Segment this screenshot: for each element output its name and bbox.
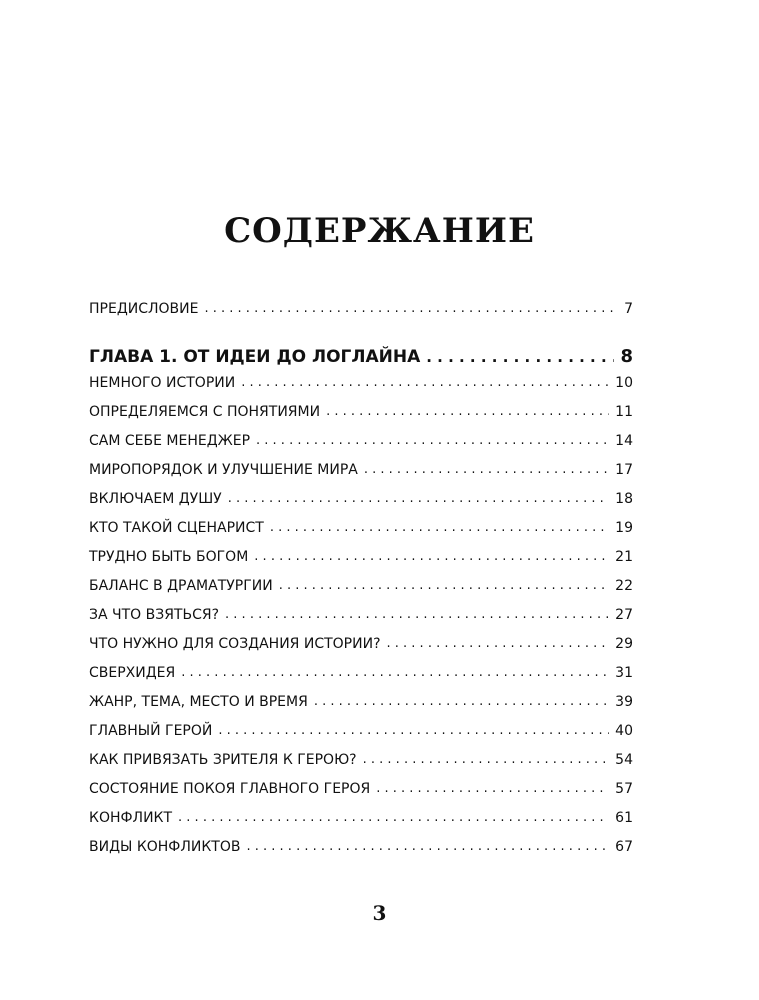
dot-leader bbox=[364, 461, 609, 479]
toc-entry-page: 40 bbox=[615, 723, 633, 739]
toc-entry bbox=[89, 832, 633, 856]
toc-chapter-page: 8 bbox=[620, 346, 633, 367]
toc-entry-page: 22 bbox=[615, 578, 633, 594]
toc-entry-page: 29 bbox=[615, 636, 633, 652]
toc-entry-label: ОПРЕДЕЛЯЕМСЯ С ПОНЯТИЯМИ bbox=[89, 404, 321, 420]
dot-leader bbox=[228, 490, 609, 508]
toc-entry-page: 18 bbox=[615, 491, 633, 507]
toc-entry-label: ВКЛЮЧАЕМ ДУШУ bbox=[89, 491, 222, 507]
toc-entry bbox=[89, 426, 633, 450]
toc-entry bbox=[89, 687, 633, 711]
toc-entry-label: СВЕРХИДЕЯ bbox=[89, 665, 176, 681]
toc-entry bbox=[89, 542, 633, 566]
toc-entry-label: ЗА ЧТО ВЗЯТЬСЯ? bbox=[89, 607, 220, 623]
toc-entry-page: 17 bbox=[615, 462, 633, 478]
toc-entry bbox=[89, 513, 633, 537]
toc-entry-label: ВИДЫ КОНФЛИКТОВ bbox=[89, 839, 241, 855]
dot-leader bbox=[204, 300, 618, 318]
toc-entry bbox=[89, 745, 633, 769]
toc-chapter-label: ГЛАВА 1. ОТ ИДЕИ ДО ЛОГЛАЙНА bbox=[89, 347, 421, 367]
dot-leader bbox=[376, 780, 609, 798]
toc-entry-label: МИРОПОРЯДОК И УЛУЧШЕНИЕ МИРА bbox=[89, 462, 358, 478]
toc-entry-page: 61 bbox=[615, 810, 633, 826]
dot-leader bbox=[254, 548, 609, 566]
toc-entry-page: 31 bbox=[615, 665, 633, 681]
toc-chapter-1 bbox=[89, 338, 633, 366]
toc-entry-page: 67 bbox=[615, 839, 633, 855]
toc-entry-label: ЧТО НУЖНО ДЛЯ СОЗДАНИЯ ИСТОРИИ? bbox=[89, 636, 381, 652]
dot-leader bbox=[241, 374, 609, 392]
toc-entry-label: НЕМНОГО ИСТОРИИ bbox=[89, 375, 236, 391]
toc-entry-page: 57 bbox=[615, 781, 633, 797]
toc-entry bbox=[89, 397, 633, 421]
dot-leader bbox=[279, 577, 609, 595]
toc-entry-page: 54 bbox=[615, 752, 633, 768]
toc-entry-label: ТРУДНО БЫТЬ БОГОМ bbox=[89, 549, 249, 565]
page-number: 3 bbox=[372, 901, 387, 925]
toc-entry bbox=[89, 600, 633, 624]
toc-entry-page: 21 bbox=[615, 549, 633, 565]
dot-leader bbox=[218, 722, 609, 740]
toc-entry-label: ЖАНР, ТЕМА, МЕСТО И ВРЕМЯ bbox=[89, 694, 308, 710]
dot-leader bbox=[314, 693, 609, 711]
dot-leader bbox=[270, 519, 609, 537]
toc-entry-label: САМ СЕБЕ МЕНЕДЖЕР bbox=[89, 433, 251, 449]
toc-entry bbox=[89, 629, 633, 653]
page-title: СОДЕРЖАНИЕ bbox=[224, 211, 535, 251]
dot-leader bbox=[363, 751, 610, 769]
toc-entry bbox=[89, 455, 633, 479]
toc-entry bbox=[89, 803, 633, 827]
dot-leader bbox=[256, 432, 609, 450]
toc-entry-page: 39 bbox=[615, 694, 633, 710]
toc-entry-preface bbox=[89, 294, 633, 318]
toc-entry-label: КАК ПРИВЯЗАТЬ ЗРИТЕЛЯ К ГЕРОЮ? bbox=[89, 752, 357, 768]
toc-entry bbox=[89, 484, 633, 508]
toc-entry-label: СОСТОЯНИЕ ПОКОЯ ГЛАВНОГО ГЕРОЯ bbox=[89, 781, 371, 797]
toc-entry bbox=[89, 368, 633, 392]
dot-leader bbox=[246, 838, 609, 856]
toc-entry-label: ПРЕДИСЛОВИЕ bbox=[89, 301, 199, 317]
dot-leader bbox=[387, 635, 610, 653]
toc-entry-page: 11 bbox=[615, 404, 633, 420]
toc-entry-page: 7 bbox=[624, 301, 633, 317]
dot-leader bbox=[178, 809, 609, 827]
toc-entry-label: КОНФЛИКТ bbox=[89, 810, 173, 826]
dot-leader bbox=[181, 664, 609, 682]
dot-leader bbox=[326, 403, 609, 421]
toc-entry bbox=[89, 716, 633, 740]
toc-entry-label: БАЛАНС В ДРАМАТУРГИИ bbox=[89, 578, 273, 594]
toc-entry-page: 10 bbox=[615, 375, 633, 391]
toc-entry-page: 27 bbox=[615, 607, 633, 623]
toc-entry-page: 19 bbox=[615, 520, 633, 536]
toc-entry bbox=[89, 571, 633, 595]
toc-entry bbox=[89, 658, 633, 682]
dot-leader bbox=[426, 348, 614, 366]
dot-leader bbox=[225, 606, 609, 624]
toc-entry-label: ГЛАВНЫЙ ГЕРОЙ bbox=[89, 723, 213, 739]
toc-entry-page: 14 bbox=[615, 433, 633, 449]
toc-entry bbox=[89, 774, 633, 798]
toc-entry-label: КТО ТАКОЙ СЦЕНАРИСТ bbox=[89, 520, 264, 536]
